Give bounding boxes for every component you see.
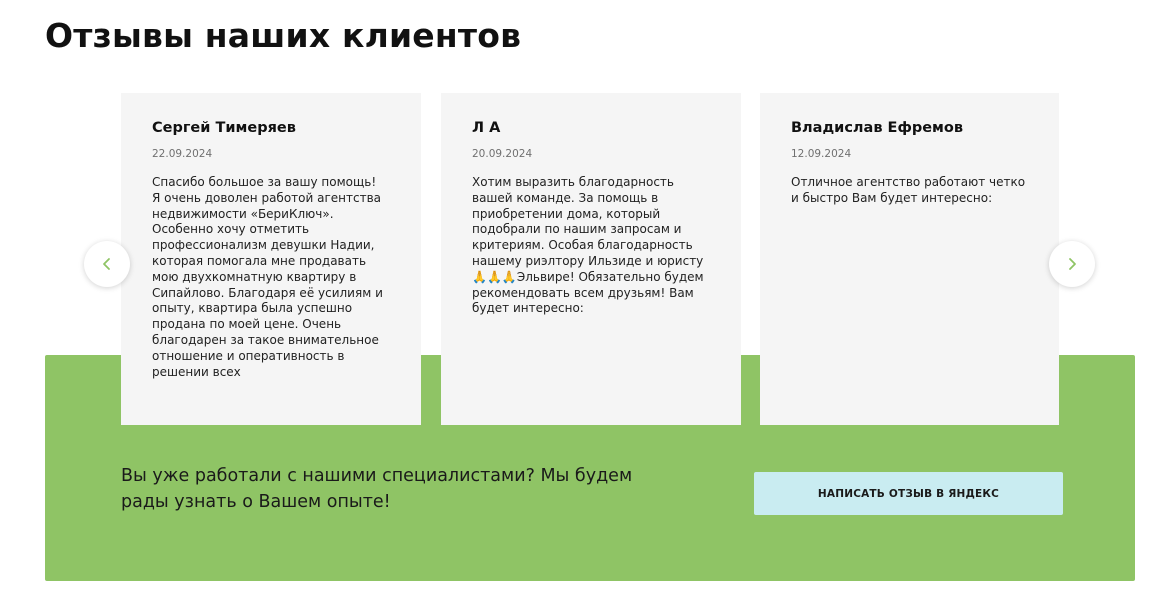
review-author: Л А xyxy=(472,120,501,136)
review-card xyxy=(121,93,421,425)
review-text: Спасибо большое за вашу помощь! Я очень доволен работой агентства недвижимости «БериКлюч». Особенно хочу отметить профессионализм девушки Надии, которая помогала мне продавать мою двухкомнатную квартиру в Сипайлово. Благодаря её усилиям и опыту, квартира была успешно продана по моей цене. Очень благодарен за такое внимательное отношение и оперативность в решении всех xyxy=(152,175,383,379)
write-review-yandex-button[interactable]: НАПИСАТЬ ОТЗЫВ В ЯНДЕКС xyxy=(754,472,1063,515)
review-card xyxy=(441,93,741,425)
chevron-left-icon xyxy=(101,257,113,271)
review-text: Отличное агентство работают четко и быстро Вам будет интересно: xyxy=(791,175,1026,205)
review-card xyxy=(760,93,1059,425)
review-author: Владислав Ефремов xyxy=(791,120,964,136)
review-date: 20.09.2024 xyxy=(472,148,533,160)
carousel-next-button[interactable] xyxy=(1049,241,1095,287)
cta-text: Вы уже работали с нашими специалистами? Мы будем рады узнать о Вашем опыте! xyxy=(121,466,633,512)
review-author: Сергей Тимеряев xyxy=(152,120,296,136)
section-title: Отзывы наших клиентов xyxy=(45,16,522,55)
review-text: Хотим выразить благодарность вашей команде. За помощь в приобретении дома, который подобрали по нашим запросам и критериям. Особая благодарность нашему риэлтору Ильзиде и юристу 🙏🙏🙏Эльвире! Обязательно будем рекомендовать всем друзьям! Вам будет интересно: xyxy=(472,175,704,316)
review-date: 12.09.2024 xyxy=(791,148,852,160)
carousel-prev-button[interactable] xyxy=(84,241,130,287)
chevron-right-icon xyxy=(1066,257,1078,271)
review-date: 22.09.2024 xyxy=(152,148,213,160)
